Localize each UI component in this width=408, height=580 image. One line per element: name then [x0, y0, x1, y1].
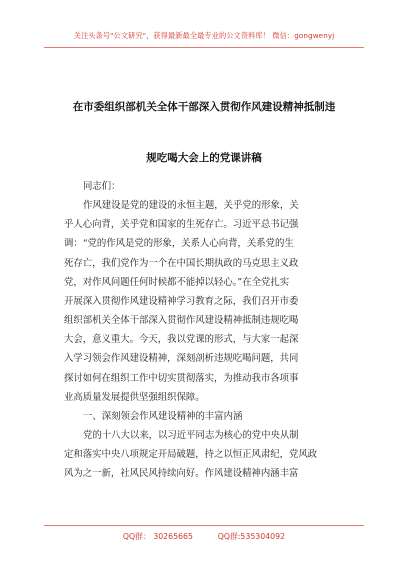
body-line: 党，对作风问题任何时候都不能掉以轻心。”在全党扎实	[64, 276, 290, 288]
body-line: 组织部机关全体干部深入贯彻作风建设精神抵制违规吃喝	[64, 315, 299, 327]
body-line: 探讨如何在组织工作中切实贯彻落实，为推动我市各项事	[64, 372, 299, 384]
greeting: 同志们：	[83, 181, 121, 192]
body-line: 死存亡，我们党作为一个在中国长期执政的马克思主义政	[64, 257, 299, 269]
section-heading: 一、深刻领会作风建设精神的丰富内涵	[83, 410, 243, 422]
body-line: 风为之一新，社风民风持续向好。作风建设精神内涵丰富	[64, 468, 299, 480]
footer-contact: QQ群： 30265665 QQ群:535304092	[122, 532, 286, 541]
header-divider	[44, 47, 364, 48]
body-line: 作风建设是党的建设的永恒主题，关乎党的形象，关	[83, 200, 299, 212]
body-line: 开展深入贯彻作风建设精神学习教育之际，我们召开市委	[64, 295, 299, 307]
document-title-line1: 在市委组织部机关全体干部深入贯彻作风建设精神抵制违	[72, 101, 336, 113]
document-title-line2: 规吃喝大会上的党课讲稿	[146, 152, 262, 164]
footer-divider	[44, 525, 364, 526]
body-line: 入学习领会作风建设精神，深刻剖析违规吃喝问题，共同	[64, 353, 299, 365]
body-line: 党的十八大以来，以习近平同志为核心的党中央从制	[83, 430, 299, 442]
body-line: 大会，意义重大。今天，我以党课的形式，与大家一起深	[64, 334, 299, 346]
body-line: 业高质量发展提供坚强组织保障。	[64, 391, 205, 403]
header-banner: 关注头条号"公文研究"，获得最新最全最专业的公文资料库！ 微信：gongwenyj	[73, 31, 335, 40]
body-line: 调：“党的作风是党的形象，关系人心向背，关系党的生	[64, 238, 294, 250]
body-line: 定和落实中央八项规定开局破题，持之以恒正风肃纪，党风政	[64, 449, 318, 461]
body-line: 乎人心向背，关乎党和国家的生死存亡。习近平总书记强	[64, 219, 299, 231]
document-body	[64, 177, 344, 484]
